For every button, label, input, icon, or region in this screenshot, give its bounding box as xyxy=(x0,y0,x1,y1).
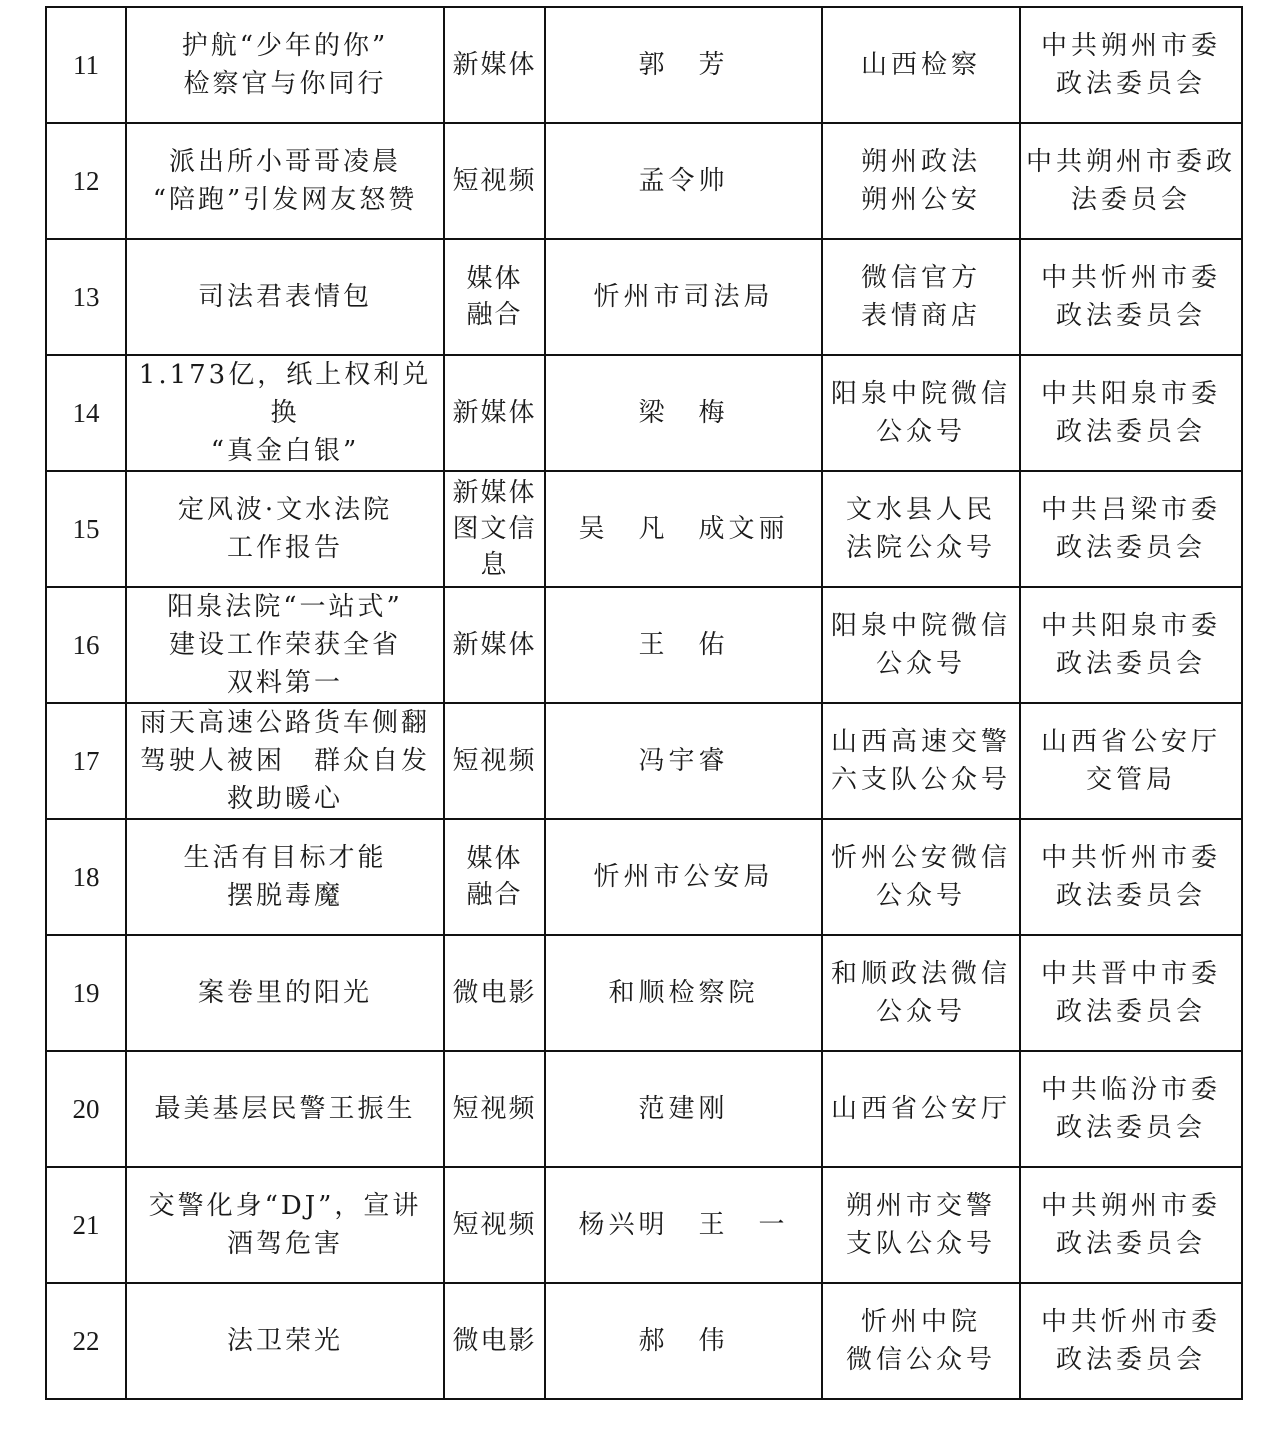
cell-title: 派出所小哥哥凌晨 “陪跑”引发网友怒赞 xyxy=(126,123,444,239)
cell-publisher: 阳泉中院微信 公众号 xyxy=(822,587,1020,703)
cell-title: 阳泉法院“一站式” 建设工作荣获全省 双料第一 xyxy=(126,587,444,703)
cell-author: 郝 伟 xyxy=(545,1283,822,1399)
cell-publisher: 和顺政法微信 公众号 xyxy=(822,935,1020,1051)
cell-publisher: 山西省公安厅 xyxy=(822,1051,1020,1167)
cell-publisher: 忻州公安微信 公众号 xyxy=(822,819,1020,935)
cell-publisher: 山西检察 xyxy=(822,7,1020,123)
cell-author: 范建刚 xyxy=(545,1051,822,1167)
table-row xyxy=(46,1051,1242,1167)
cell-recommender: 中共临汾市委 政法委员会 xyxy=(1020,1051,1242,1167)
cell-recommender: 中共朔州市委 政法委员会 xyxy=(1020,1167,1242,1283)
cell-publisher: 阳泉中院微信 公众号 xyxy=(822,355,1020,471)
cell-author: 梁 梅 xyxy=(545,355,822,471)
cell-title: 最美基层民警王振生 xyxy=(126,1051,444,1167)
table-row xyxy=(46,703,1242,819)
table-row xyxy=(46,355,1242,471)
cell-number: 16 xyxy=(46,587,126,703)
cell-number: 14 xyxy=(46,355,126,471)
cell-author: 王 佑 xyxy=(545,587,822,703)
cell-recommender: 山西省公安厅 交管局 xyxy=(1020,703,1242,819)
cell-recommender: 中共忻州市委 政法委员会 xyxy=(1020,239,1242,355)
cell-recommender: 中共朔州市委政 法委员会 xyxy=(1020,123,1242,239)
cell-number: 21 xyxy=(46,1167,126,1283)
cell-title: 司法君表情包 xyxy=(126,239,444,355)
cell-publisher: 朔州政法 朔州公安 xyxy=(822,123,1020,239)
cell-title: 护航“少年的你” 检察官与你同行 xyxy=(126,7,444,123)
cell-type: 新媒体 图文信 息 xyxy=(444,471,545,587)
table-row xyxy=(46,1283,1242,1399)
cell-recommender: 中共阳泉市委 政法委员会 xyxy=(1020,587,1242,703)
cell-author: 冯宇睿 xyxy=(545,703,822,819)
cell-title: 法卫荣光 xyxy=(126,1283,444,1399)
cell-author: 孟令帅 xyxy=(545,123,822,239)
cell-publisher: 微信官方 表情商店 xyxy=(822,239,1020,355)
cell-title: 生活有目标才能 摆脱毒魔 xyxy=(126,819,444,935)
cell-type: 微电影 xyxy=(444,935,545,1051)
cell-author: 忻州市公安局 xyxy=(545,819,822,935)
cell-number: 11 xyxy=(46,7,126,123)
table-row xyxy=(46,239,1242,355)
cell-title: 1.173亿，纸上权利兑换 “真金白银” xyxy=(126,355,444,471)
cell-author: 杨兴明 王 一 xyxy=(545,1167,822,1283)
cell-recommender: 中共阳泉市委 政法委员会 xyxy=(1020,355,1242,471)
table-row xyxy=(46,819,1242,935)
cell-author: 吴 凡 成文丽 xyxy=(545,471,822,587)
cell-publisher: 忻州中院 微信公众号 xyxy=(822,1283,1020,1399)
table-row xyxy=(46,471,1242,587)
cell-publisher: 山西高速交警 六支队公众号 xyxy=(822,703,1020,819)
table-row xyxy=(46,7,1242,123)
cell-recommender: 中共朔州市委 政法委员会 xyxy=(1020,7,1242,123)
cell-number: 19 xyxy=(46,935,126,1051)
cell-recommender: 中共吕梁市委 政法委员会 xyxy=(1020,471,1242,587)
cell-number: 12 xyxy=(46,123,126,239)
cell-publisher: 文水县人民 法院公众号 xyxy=(822,471,1020,587)
table-row xyxy=(46,123,1242,239)
table-body xyxy=(46,7,1242,1399)
cell-author: 和顺检察院 xyxy=(545,935,822,1051)
cell-title: 定风波·文水法院 工作报告 xyxy=(126,471,444,587)
cell-type: 媒体 融合 xyxy=(444,239,545,355)
cell-type: 短视频 xyxy=(444,123,545,239)
works-table xyxy=(45,6,1243,1400)
cell-title: 雨天高速公路货车侧翻 驾驶人被困 群众自发 救助暖心 xyxy=(126,703,444,819)
table-row xyxy=(46,1167,1242,1283)
cell-type: 短视频 xyxy=(444,1167,545,1283)
cell-type: 微电影 xyxy=(444,1283,545,1399)
cell-number: 17 xyxy=(46,703,126,819)
cell-author: 忻州市司法局 xyxy=(545,239,822,355)
cell-number: 15 xyxy=(46,471,126,587)
cell-number: 20 xyxy=(46,1051,126,1167)
cell-type: 短视频 xyxy=(444,703,545,819)
table-row xyxy=(46,935,1242,1051)
cell-publisher: 朔州市交警 支队公众号 xyxy=(822,1167,1020,1283)
cell-recommender: 中共忻州市委 政法委员会 xyxy=(1020,1283,1242,1399)
cell-title: 交警化身“DJ”，宣讲 酒驾危害 xyxy=(126,1167,444,1283)
cell-number: 13 xyxy=(46,239,126,355)
table-row xyxy=(46,587,1242,703)
cell-number: 18 xyxy=(46,819,126,935)
cell-author: 郭 芳 xyxy=(545,7,822,123)
cell-title: 案卷里的阳光 xyxy=(126,935,444,1051)
cell-recommender: 中共晋中市委 政法委员会 xyxy=(1020,935,1242,1051)
cell-type: 新媒体 xyxy=(444,7,545,123)
cell-type: 新媒体 xyxy=(444,355,545,471)
cell-type: 媒体 融合 xyxy=(444,819,545,935)
cell-type: 新媒体 xyxy=(444,587,545,703)
cell-recommender: 中共忻州市委 政法委员会 xyxy=(1020,819,1242,935)
cell-number: 22 xyxy=(46,1283,126,1399)
cell-type: 短视频 xyxy=(444,1051,545,1167)
